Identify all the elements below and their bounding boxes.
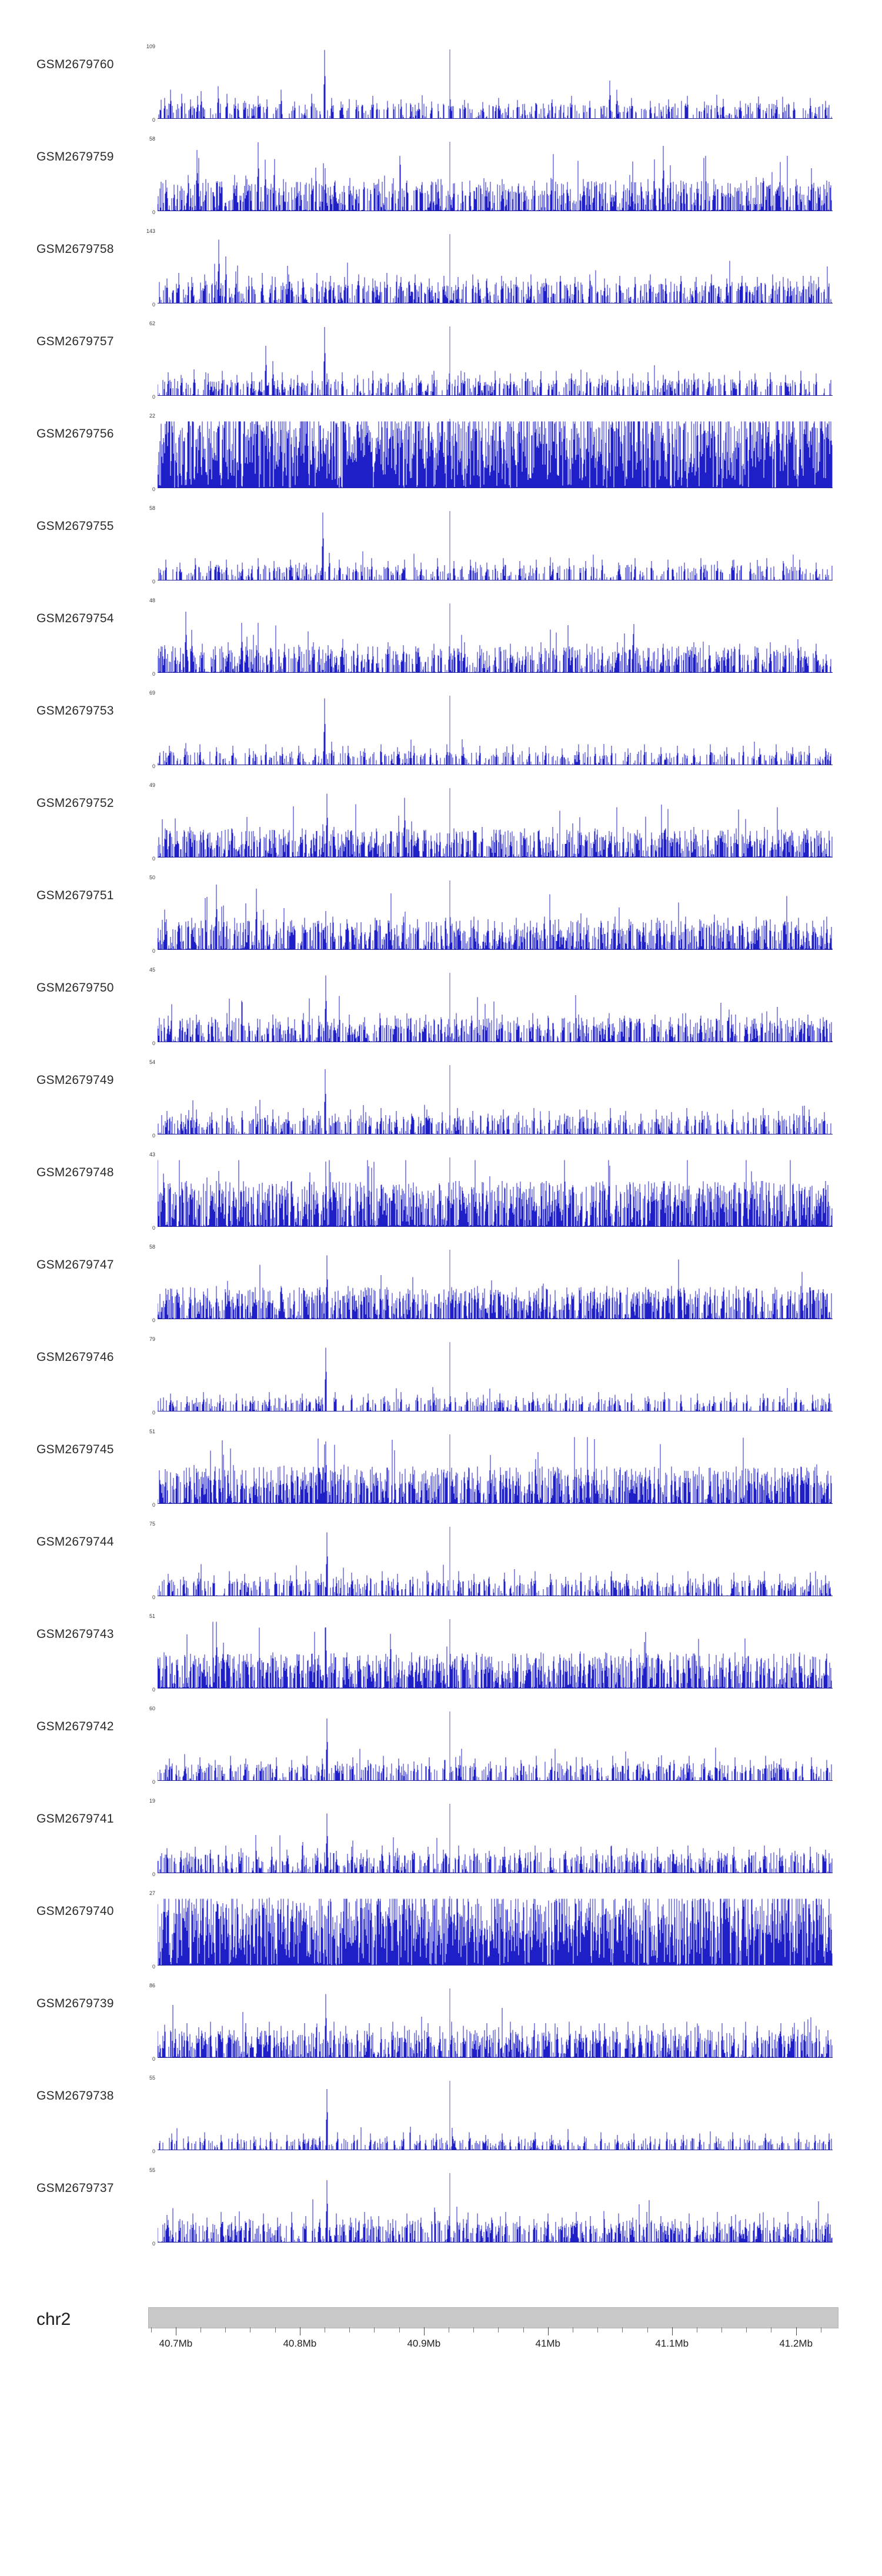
axis-min-label: 0 [152,579,155,585]
signal-bars [158,1065,833,1134]
track-row [0,220,882,312]
axis-min-label: 0 [152,948,155,954]
axis-tick-minor [399,2327,400,2333]
track-row [0,959,882,1051]
axis-tick-minor [349,2327,350,2333]
axis-min-label: 0 [152,394,155,400]
track-label: GSM2679739 [36,1997,114,2010]
axis-min-label: 0 [152,1502,155,1508]
signal-bars [158,2081,833,2150]
signal-bars [158,2173,833,2243]
signal-bars [158,973,833,1042]
track-baseline [158,1965,833,1966]
signal-canvas [158,234,833,303]
axis-tick-minor [622,2327,623,2333]
axis-tick-minor [597,2327,598,2333]
signal-canvas [158,326,833,396]
track-label: GSM2679741 [36,1812,114,1826]
track-baseline [158,395,833,396]
track-label: GSM2679752 [36,796,114,810]
axis-max-label: 49 [149,782,155,788]
axis-tick-label: 41Mb [535,2338,561,2349]
track-label: GSM2679751 [36,889,114,902]
chromosome-axis [0,2297,882,2414]
signal-canvas [158,1065,833,1134]
axis-max-label: 51 [149,1429,155,1434]
track-plot[interactable] [146,44,833,123]
axis-max-label: 45 [149,967,155,973]
signal-canvas [158,1157,833,1227]
track-row [0,866,882,959]
axis-tick-minor [473,2327,474,2333]
chromosome-ideogram-bar [148,2307,838,2328]
signal-canvas [158,1434,833,1504]
axis-min-label: 0 [152,671,155,677]
axis-max-label: 48 [149,598,155,603]
axis-min-label: 0 [152,1964,155,1970]
axis-max-label: 55 [149,2167,155,2173]
track-label: GSM2679757 [36,335,114,348]
axis-min-label: 0 [152,117,155,123]
axis-max-label: 51 [149,1613,155,1619]
axis-tick-label: 41.2Mb [779,2338,813,2349]
track-label: GSM2679756 [36,427,114,441]
track-row [0,1790,882,1882]
axis-max-label: 27 [149,1890,155,1896]
axis-max-label: 60 [149,1706,155,1711]
signal-bars [158,1157,833,1227]
signal-bars [158,1988,833,2058]
signal-bars [158,1434,833,1504]
track-plot[interactable] [149,413,833,492]
signal-canvas [158,511,833,580]
track-baseline [158,2242,833,2243]
axis-tick-minor [374,2327,375,2333]
track-label: GSM2679747 [36,1258,114,1272]
track-row [0,1697,882,1790]
track-plot[interactable] [149,321,833,400]
track-label: GSM2679750 [36,981,114,995]
track-row [0,128,882,220]
axis-min-label: 0 [152,2241,155,2247]
track-baseline [158,1780,833,1781]
track-label: GSM2679755 [36,519,114,533]
axis-tick-labels [148,2338,837,2353]
track-row [0,682,882,774]
axis-min-label: 0 [152,2148,155,2154]
axis-min-label: 0 [152,1040,155,1046]
axis-min-label: 0 [152,2056,155,2062]
track-label: GSM2679744 [36,1535,114,1549]
track-row [0,35,882,128]
signal-bars [158,788,833,857]
track-plot[interactable] [149,1521,833,1600]
axis-max-label: 55 [149,2075,155,2081]
track-baseline [158,118,833,119]
track-plot[interactable] [149,1336,833,1416]
axis-max-label: 143 [146,228,155,234]
axis-tick-minor [498,2327,499,2333]
axis-max-label: 54 [149,1059,155,1065]
axis-max-label: 43 [149,1152,155,1157]
signal-bars [158,1896,833,1966]
axis-tick-minor [275,2327,276,2333]
track-plot[interactable] [149,782,833,862]
track-plot[interactable] [149,136,833,215]
signal-bars [158,234,833,303]
signal-canvas [158,1711,833,1781]
track-plot[interactable] [149,1059,833,1139]
signal-bars [158,419,833,488]
signal-bars [158,1619,833,1689]
track-label: GSM2679749 [36,1073,114,1087]
axis-max-label: 75 [149,1521,155,1527]
axis-tick-major [796,2327,797,2335]
signal-bars [158,1250,833,1319]
signal-bars [158,326,833,396]
axis-ticks [148,2327,837,2337]
axis-min-label: 0 [152,1133,155,1139]
track-row [0,1882,882,1974]
track-row [0,1236,882,1328]
track-label: GSM2679759 [36,150,114,163]
chromosome-label: chr2 [36,2310,71,2329]
axis-min-label: 0 [152,486,155,492]
signal-bars [158,142,833,211]
axis-min-label: 0 [152,209,155,215]
track-plot[interactable] [149,690,833,769]
track-plot[interactable] [149,875,833,954]
track-row [0,589,882,682]
axis-max-label: 79 [149,1336,155,1342]
axis-max-label: 19 [149,1798,155,1804]
signal-canvas [158,1619,833,1689]
axis-tick-label: 40.7Mb [159,2338,193,2349]
track-plot[interactable] [149,2167,833,2247]
axis-max-label: 58 [149,136,155,142]
track-baseline [158,949,833,950]
track-plot[interactable] [149,598,833,677]
track-row [0,1328,882,1420]
track-label: GSM2679753 [36,704,114,718]
track-label: GSM2679740 [36,1904,114,1918]
signal-canvas [158,880,833,950]
signal-bars [158,511,833,580]
axis-min-label: 0 [152,1687,155,1693]
track-row [0,774,882,866]
track-label: GSM2679760 [36,58,114,71]
track-list [0,35,882,2251]
axis-tick-label: 40.8Mb [283,2338,317,2349]
track-baseline [158,1688,833,1689]
axis-tick-major [672,2327,673,2335]
track-row [0,405,882,497]
axis-tick-label: 40.9Mb [407,2338,441,2349]
track-row [0,497,882,589]
track-label: GSM2679738 [36,2089,114,2103]
track-baseline [158,1226,833,1227]
track-plot[interactable] [149,1244,833,1323]
track-row [0,1974,882,2067]
track-plot[interactable] [149,1890,833,1970]
signal-bars [158,49,833,119]
track-plot[interactable] [149,1429,833,1508]
axis-max-label: 50 [149,875,155,880]
track-plot[interactable] [149,1706,833,1785]
track-row [0,1051,882,1143]
signal-canvas [158,49,833,119]
track-label: GSM2679758 [36,242,114,256]
track-plot[interactable] [149,1983,833,2062]
axis-tick-label: 41.1Mb [655,2338,689,2349]
signal-bars [158,1711,833,1781]
signal-canvas [158,788,833,857]
axis-max-label: 109 [146,44,155,49]
axis-min-label: 0 [152,1779,155,1785]
axis-max-label: 86 [149,1983,155,1988]
axis-min-label: 0 [152,1317,155,1323]
track-baseline [158,1411,833,1412]
track-row [0,312,882,405]
axis-max-label: 58 [149,1244,155,1250]
signal-canvas [158,1988,833,2058]
signal-canvas [158,696,833,765]
track-plot[interactable] [149,967,833,1046]
track-plot[interactable] [149,505,833,585]
signal-canvas [158,2081,833,2150]
track-label: GSM2679746 [36,1350,114,1364]
axis-tick-minor [151,2327,152,2333]
track-plot[interactable] [146,228,833,308]
signal-canvas [158,419,833,488]
signal-canvas [158,1804,833,1873]
signal-canvas [158,603,833,673]
track-row [0,2067,882,2159]
axis-tick-minor [746,2327,747,2333]
axis-min-label: 0 [152,1871,155,1877]
signal-canvas [158,1527,833,1596]
track-plot[interactable] [149,2075,833,2154]
track-row [0,2159,882,2251]
signal-bars [158,1342,833,1412]
axis-max-label: 58 [149,505,155,511]
signal-canvas [158,973,833,1042]
track-label: GSM2679742 [36,1720,114,1733]
axis-min-label: 0 [152,1410,155,1416]
signal-bars [158,603,833,673]
axis-tick-minor [721,2327,722,2333]
axis-min-label: 0 [152,856,155,862]
track-row [0,1605,882,1697]
axis-min-label: 0 [152,302,155,308]
axis-tick-minor [647,2327,648,2333]
track-row [0,1143,882,1236]
signal-canvas [158,1896,833,1966]
axis-max-label: 22 [149,413,155,419]
signal-canvas [158,142,833,211]
axis-min-label: 0 [152,1594,155,1600]
signal-bars [158,1527,833,1596]
track-row [0,1513,882,1605]
signal-canvas [158,2173,833,2243]
axis-min-label: 0 [152,763,155,769]
track-label: GSM2679754 [36,612,114,625]
axis-tick-major [424,2327,425,2335]
track-label: GSM2679745 [36,1443,114,1456]
track-baseline [158,1503,833,1504]
signal-bars [158,880,833,950]
track-plot[interactable] [149,1613,833,1693]
signal-bars [158,696,833,765]
track-plot[interactable] [149,1152,833,1231]
track-row [0,1420,882,1513]
signal-canvas [158,1342,833,1412]
track-label: GSM2679748 [36,1166,114,1179]
track-baseline [158,672,833,673]
track-baseline [158,2057,833,2058]
track-label: GSM2679737 [36,2181,114,2195]
axis-tick-major [548,2327,549,2335]
signal-canvas [158,1250,833,1319]
axis-max-label: 69 [149,690,155,696]
axis-tick-minor [225,2327,226,2333]
track-label: GSM2679743 [36,1627,114,1641]
axis-min-label: 0 [152,1225,155,1231]
signal-bars [158,1804,833,1873]
axis-max-label: 62 [149,321,155,326]
track-plot[interactable] [149,1798,833,1877]
axis-tick-minor [523,2327,524,2333]
